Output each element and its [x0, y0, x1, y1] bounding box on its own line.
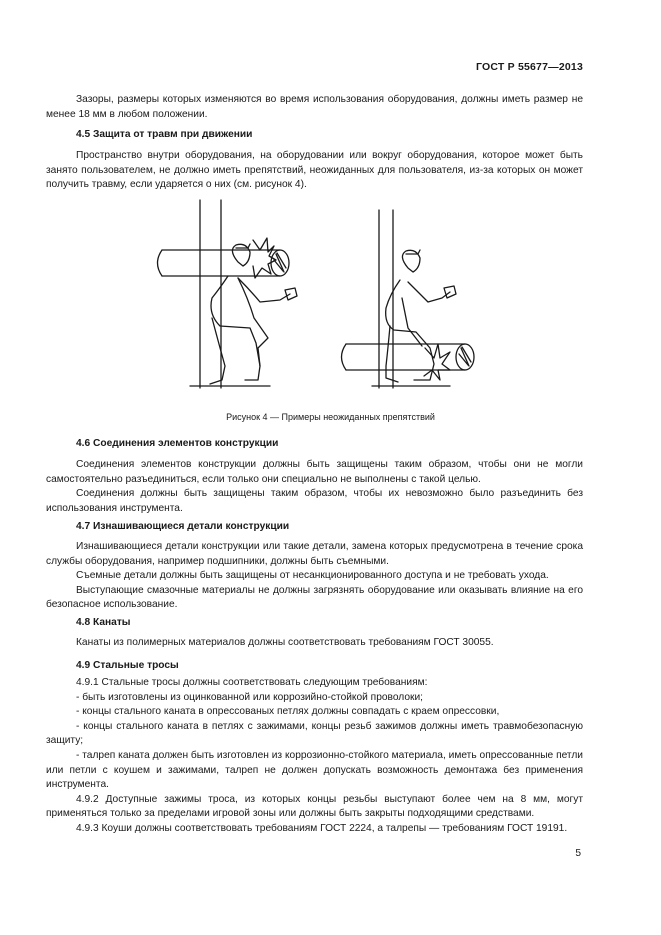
section-heading: 4.5 Защита от травм при движении	[76, 129, 253, 140]
section-body	[46, 676, 583, 837]
document-header: ГОСТ Р 55677—2013	[475, 61, 583, 73]
paragraph: Соединения элементов конструкции должны быть защищены таким образом, чтобы они не могли самостоятельно разъединиться, если только они специально не выполнены с такой целью.	[46, 459, 583, 485]
paragraph: Зазоры, размеры которых изменяются во время использования оборудования, должны иметь размер не менее 18 мм в любом положении.	[46, 94, 583, 120]
intro-text	[46, 93, 583, 122]
list-item: - концы стального каната в опрессованых петлях должны совпадать с краем опрессовки,	[76, 706, 500, 718]
list-item: - талреп каната должен быть изготовлен из коррозионно-стойкого материала, иметь опрессованные петли или петли с коушем и зажимами, талреп не должен допускать возможность демонтажа без применения инструмента.	[46, 749, 583, 791]
paragraph: Канаты из полимерных материалов должны соответствовать требованиям ГОСТ 30055.	[76, 637, 494, 648]
section-body	[46, 540, 583, 613]
section-heading: 4.9 Стальные тросы	[76, 660, 179, 671]
right-scene-illustration	[342, 210, 475, 388]
section-heading: 4.7 Изнашивающиеся детали конструкции	[76, 521, 290, 532]
left-scene-illustration	[158, 200, 298, 388]
section-body	[46, 636, 583, 651]
paragraph: Соединения должны быть защищены таким образом, чтобы их невозможно было разъединить без использования инструмента.	[46, 488, 583, 514]
section-heading: 4.8 Канаты	[76, 617, 131, 628]
section-heading: 4.6 Соединения элементов конструкции	[76, 438, 279, 449]
page-number: 5	[575, 848, 581, 859]
unexpected-obstacles-figure	[150, 198, 490, 398]
paragraph: 4.9.2 Доступные зажимы троса, из которых концы резьбы выступают более чем на 8 мм, могут применяться только за пределами игровой зоны или должны быть закрыты подходящими средствами.	[46, 793, 583, 820]
paragraph: Изнашивающиеся детали конструкции или такие детали, замена которых предусмотрена в течение срока службы оборудования, например подшипники, должны быть съемными.	[46, 541, 583, 567]
list-item: - быть изготовлены из оцинкованной или коррозийно-стойкой проволоки;	[76, 691, 423, 703]
paragraph: 4.9.1 Стальные тросы должны соответствовать следующим требованиям:	[76, 677, 428, 688]
figure-caption: Рисунок 4 — Примеры неожиданных препятствий	[226, 412, 435, 422]
paragraph: Съемные детали должны быть защищены от несанкционированного доступа и не требовать ухода.	[76, 570, 549, 582]
paragraph: 4.9.3 Коуши должны соответствовать требованиям ГОСТ 2224, а талрепы — требованиям ГОСТ 19191.	[76, 822, 568, 834]
paragraph: Выступающие смазочные материалы не должны загрязнять оборудование или оказывать влияние на его безопасное использование.	[46, 584, 583, 611]
paragraph: Пространство внутри оборудования, на оборудовании или вокруг оборудования, которое может быть занято пользователем, не должно иметь препятствий, неожиданных для пользователя, из-за которых он может получить травму, если ударяется о них (см. рисунок 4).	[46, 150, 583, 191]
section-body	[46, 458, 583, 516]
section-body	[46, 149, 583, 193]
list-item: - концы стального каната в петлях с зажимами, концы резьб зажимов должны иметь травмобезопасную защиту;	[46, 720, 583, 747]
